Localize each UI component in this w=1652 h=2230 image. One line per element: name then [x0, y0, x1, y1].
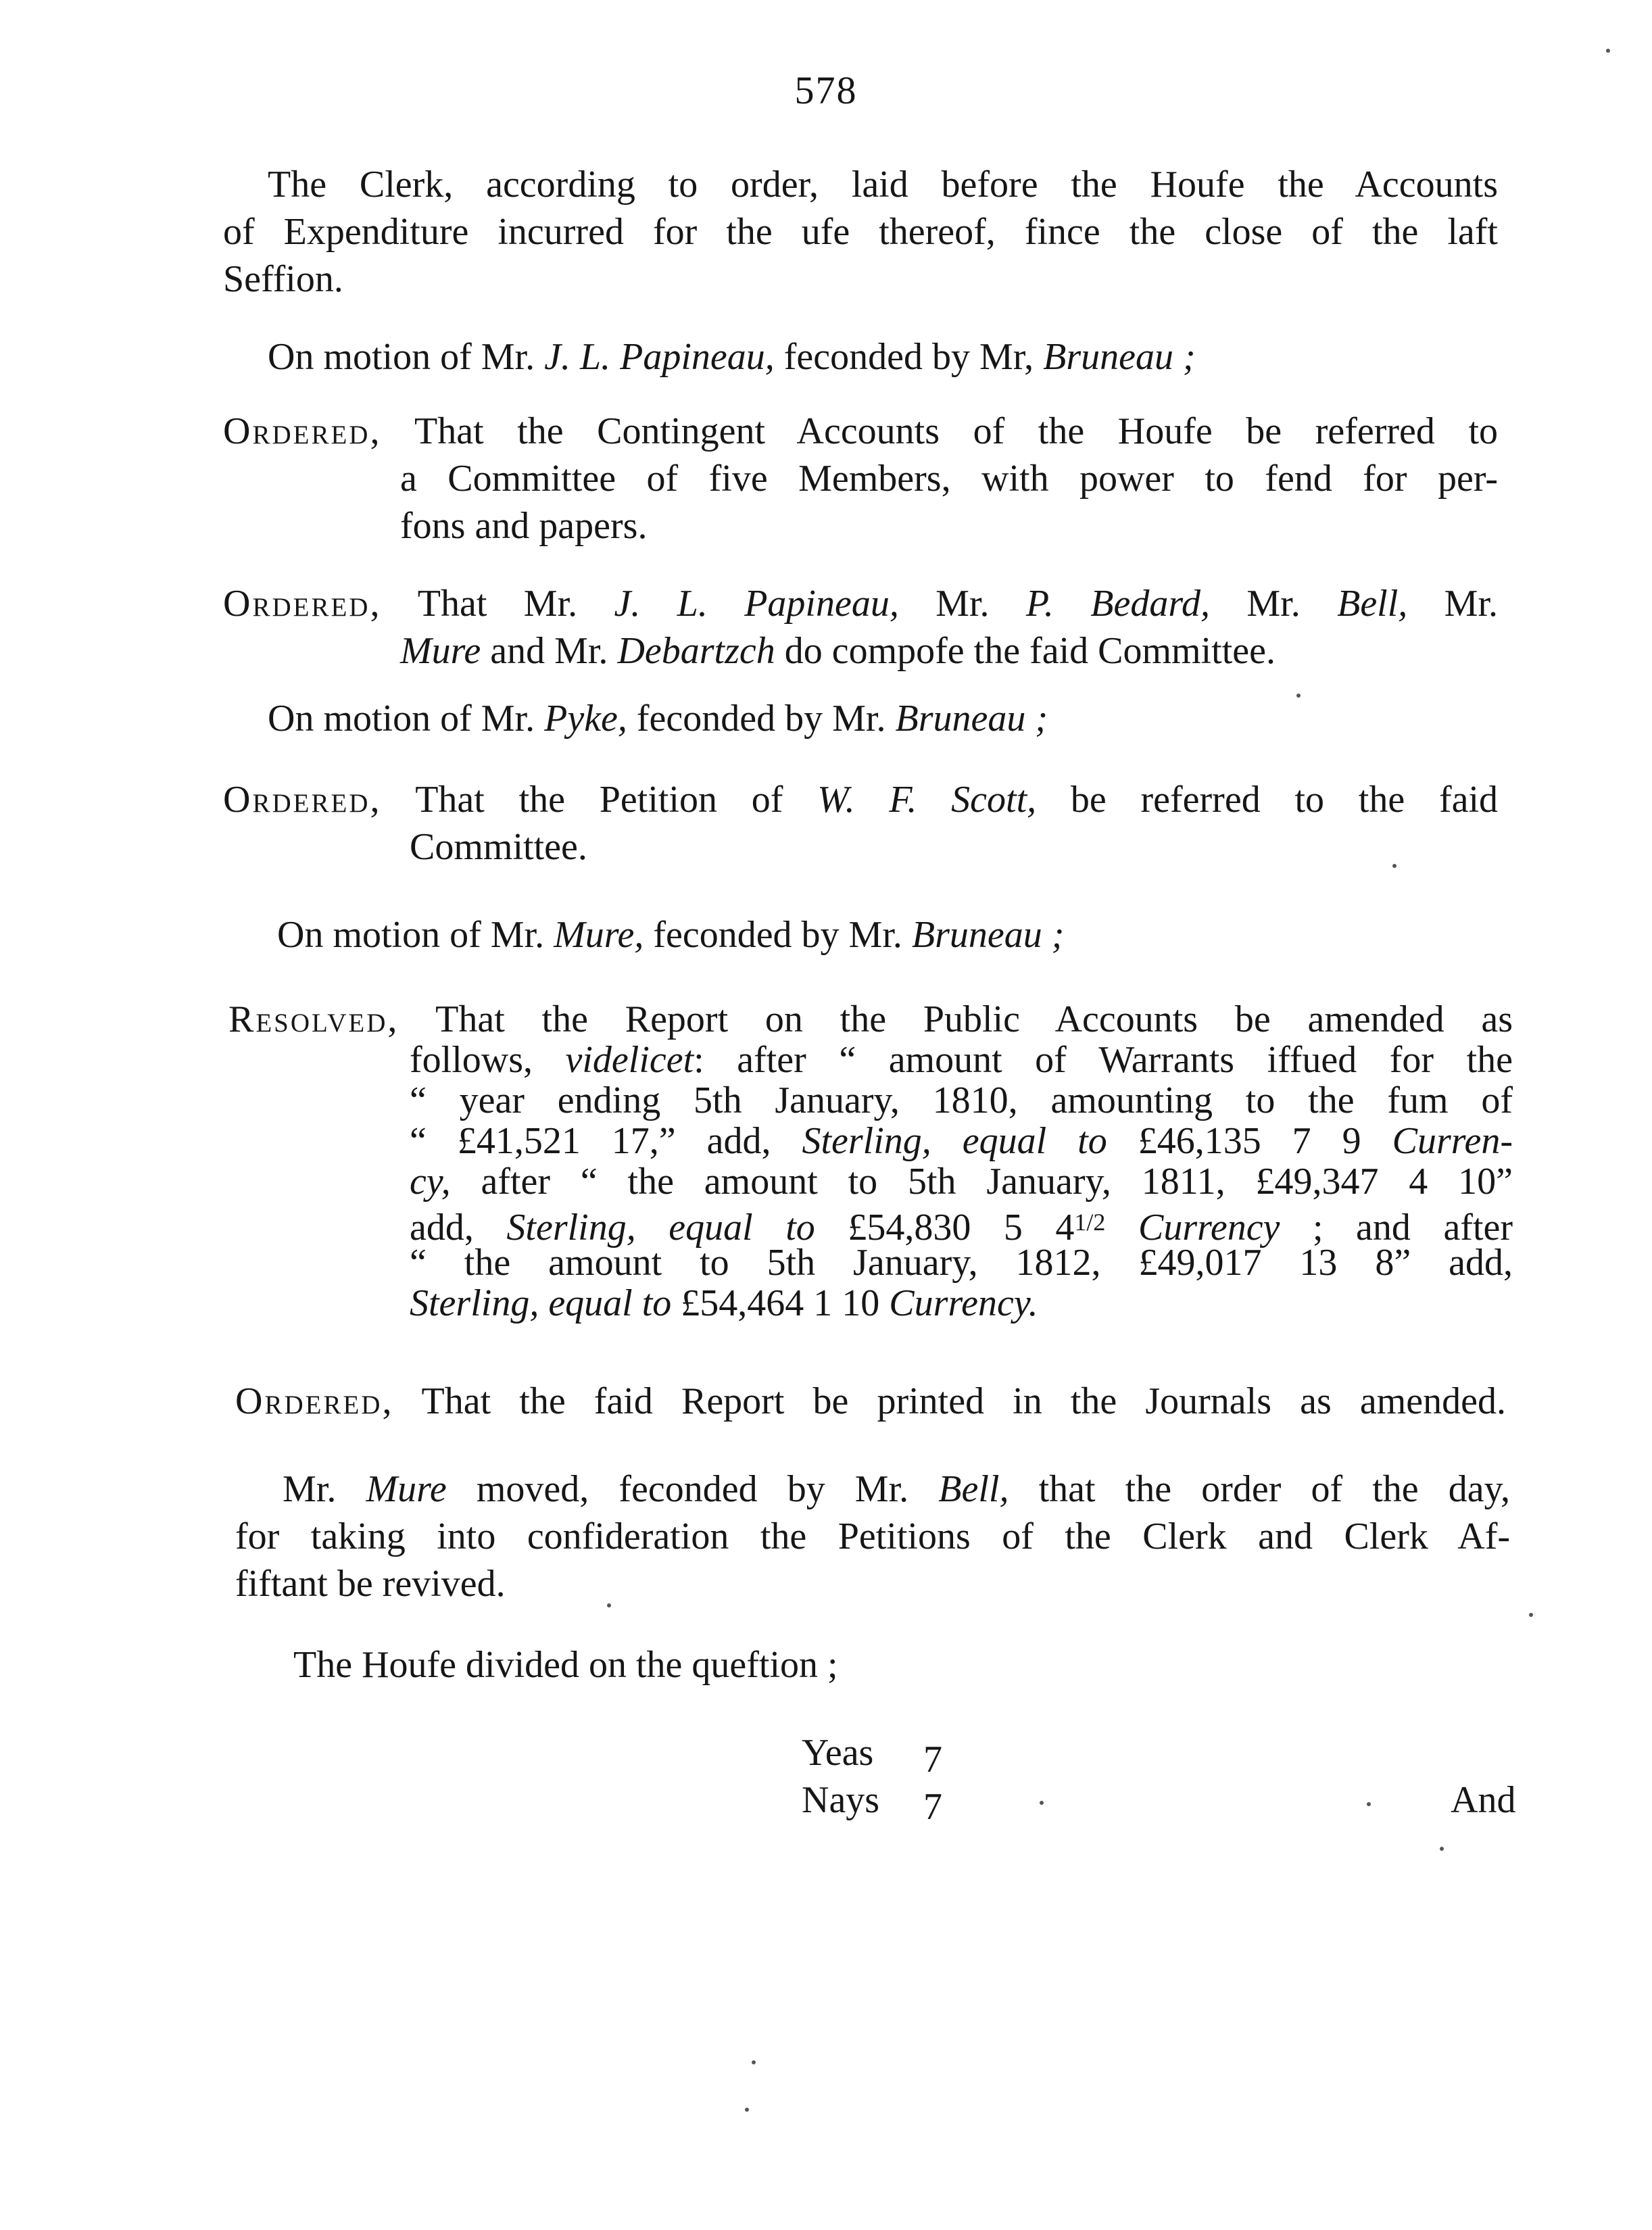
nays-count: 7	[923, 1786, 942, 1828]
motion-line: On motion of Mr. Pyke, feconded by Mr. Bruneau ;	[268, 698, 1048, 740]
motion-line: On motion of Mr. J. L. Papineau, feconded by Mr, Bruneau ;	[268, 336, 1196, 378]
order-line: a Committee of five Members, with power to fend for per-	[400, 458, 1498, 500]
paragraph-line: Seffion.	[223, 258, 343, 300]
print-speck	[1040, 1801, 1044, 1805]
page-number: 578	[794, 68, 858, 112]
resolution-line: “ year ending 5th January, 1810, amounting to the fum of	[410, 1080, 1513, 1121]
resolution-line: cy, after “ the amount to 5th January, 1811, £49,347 4 10”	[410, 1161, 1513, 1203]
order-line: Committee.	[410, 826, 587, 868]
nays-label: Nays	[802, 1779, 880, 1821]
order-line: Mure and Mr. Debartzch do compofe the faid Committee.	[400, 630, 1276, 672]
paragraph-line: of Expenditure incurred for the ufe thereof, fince the close of the laft	[223, 211, 1498, 253]
motion-line: fiftant be revived.	[235, 1563, 506, 1605]
resolved-label: Resolved,	[228, 998, 399, 1040]
motion-line: On motion of Mr. Mure, feconded by Mr. Bruneau ;	[277, 914, 1065, 956]
order-line: Ordered, That the faid Report be printed in the Journals as amended.	[235, 1380, 1506, 1422]
order-line: Ordered, That Mr. J. L. Papineau, Mr. P. Bedard, Mr. Bell, Mr.	[223, 583, 1499, 625]
print-speck	[607, 1603, 611, 1607]
division-line: The Houfe divided on the queftion ;	[293, 1644, 838, 1686]
motion-line: for taking into confideration the Petitions of the Clerk and Clerk Af-	[235, 1516, 1510, 1557]
resolution-line: Resolved, That the Report on the Public Accounts be amended as	[228, 998, 1513, 1040]
order-line: Ordered, That the Contingent Accounts of the Houfe be referred to	[223, 410, 1498, 452]
resolution-line: “ £41,521 17,” add, Sterling, equal to £46,135 7 9 Curren-	[410, 1120, 1513, 1162]
print-speck	[1296, 694, 1301, 698]
resolution-line: follows, videlicet: after “ amount of Warrants iffued for the	[410, 1039, 1513, 1081]
order-line: Ordered, That the Petition of W. F. Scott, be referred to the faid	[223, 779, 1499, 821]
yeas-count: 7	[923, 1739, 942, 1780]
resolution-line: “ the amount to 5th January, 1812, £49,017 13 8” add,	[410, 1242, 1513, 1284]
print-speck	[1392, 864, 1396, 868]
print-speck	[752, 2060, 756, 2064]
resolution-line: add, Sterling, equal to £54,830 5 $4^{1/2}$ Currency ; and after	[410, 1207, 1513, 1249]
motion-line: Mr. Mure moved, feconded by Mr. Bell, that the order of the day,	[283, 1468, 1510, 1510]
print-speck	[1529, 1613, 1533, 1617]
print-speck	[1440, 1847, 1444, 1851]
ordered-label: Ordered,	[223, 410, 382, 452]
paragraph-line: The Clerk, according to order, laid before the Houfe the Accounts	[268, 164, 1498, 205]
order-line: fons and papers.	[400, 505, 648, 547]
yeas-label: Yeas	[802, 1732, 874, 1774]
resolution-line: Sterling, equal to £54,464 1 10 Currency.	[410, 1282, 1038, 1324]
ordered-label: Ordered,	[235, 1380, 394, 1422]
print-speck	[1367, 1802, 1371, 1806]
catchword: And	[1451, 1779, 1516, 1821]
ordered-label: Ordered,	[223, 583, 382, 625]
print-speck	[1606, 49, 1610, 53]
fraction-half: 1/2	[1074, 1209, 1106, 1236]
print-speck	[745, 2108, 749, 2112]
ordered-label: Ordered,	[223, 779, 382, 821]
